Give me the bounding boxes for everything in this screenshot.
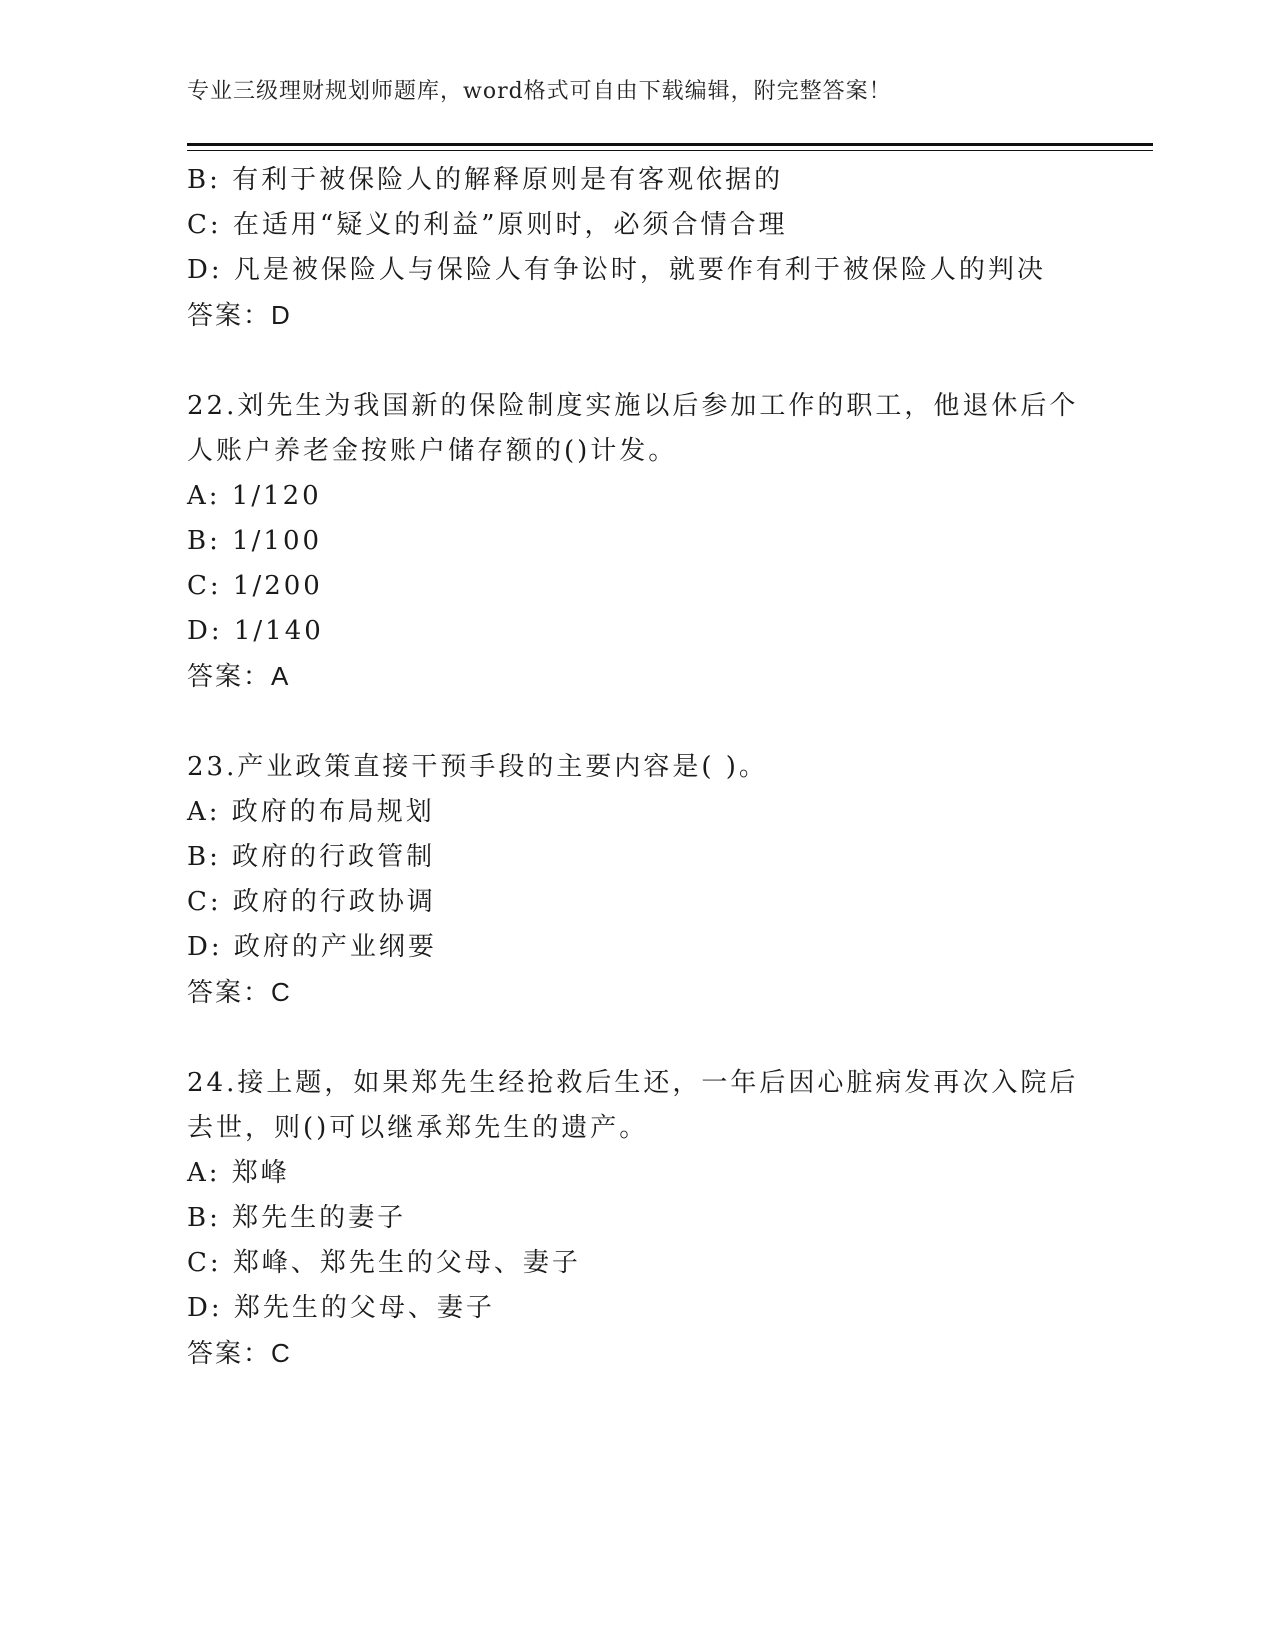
q22-stem-line-2: 人账户养老金按账户储存额的()计发。 [187, 436, 678, 466]
q24-stem-line-2: 去世，则()可以继承郑先生的遗产。 [187, 1113, 649, 1143]
prev-option-b: B: 有利于被保险人的解释原则是有客观依据的 [187, 165, 784, 195]
q24-option-d: D: 郑先生的父母、妻子 [187, 1293, 495, 1323]
prev-option-d: D: 凡是被保险人与保险人有争讼时，就要作有利于被保险人的判决 [187, 255, 1046, 285]
q22-answer: 答案：A [187, 661, 291, 691]
q24-option-c: C: 郑峰、郑先生的父母、妻子 [187, 1248, 581, 1278]
header-rule-thick [187, 143, 1153, 146]
header-rule-thin [187, 150, 1153, 151]
q23-option-d: D: 政府的产业纲要 [187, 932, 437, 962]
q22-option-c: C: 1/200 [187, 571, 323, 601]
q24-answer: 答案：C [187, 1338, 292, 1368]
q22-option-a: A: 1/120 [187, 481, 322, 511]
header-note: 专业三级理财规划师题库，word格式可自由下载编辑，附完整答案！ [187, 79, 892, 104]
prev-answer: 答案：D [187, 300, 292, 330]
q24-option-a: A: 郑峰 [187, 1158, 290, 1188]
q23-option-b: B: 政府的行政管制 [187, 842, 436, 872]
q22-stem-line-1: 22.刘先生为我国新的保险制度实施以后参加工作的职工，他退休后个 [187, 391, 1079, 421]
q22-option-b: B: 1/100 [187, 526, 323, 556]
question-list [187, 158, 1127, 1376]
q23-option-a: A: 政府的布局规划 [187, 797, 435, 827]
q23-stem-line-1: 23.产业政策直接干预手段的主要内容是( )。 [187, 752, 768, 782]
prev-option-c: C: 在适用“疑义的利益”原则时，必须合情合理 [187, 210, 788, 240]
q24-stem-line-1: 24.接上题，如果郑先生经抢救后生还，一年后因心脏病发再次入院后 [187, 1068, 1079, 1098]
q22-option-d: D: 1/140 [187, 616, 324, 646]
q23-answer: 答案：C [187, 977, 292, 1007]
q23-option-c: C: 政府的行政协调 [187, 887, 436, 917]
q24-option-b: B: 郑先生的妻子 [187, 1203, 407, 1233]
